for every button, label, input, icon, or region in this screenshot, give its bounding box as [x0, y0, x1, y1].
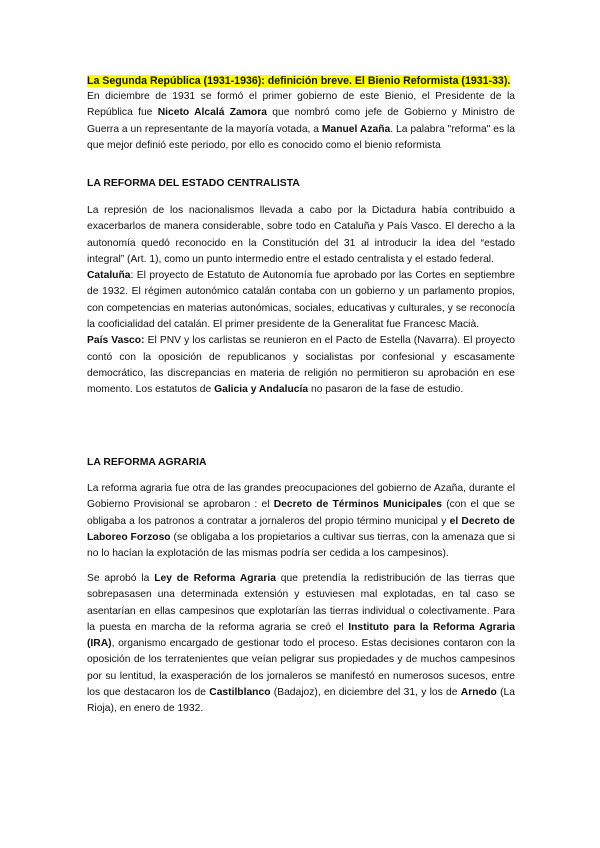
agraria-text-3: (se obligaba a los propietarios a cultivar sus tierras, con la amenaza que si no lo hacían la explotación de las mismas podría ser cedida a los campesinos).	[87, 531, 515, 560]
catalunya-label: Cataluña	[87, 270, 131, 282]
ley-text-1: Se aprobó la	[87, 573, 155, 584]
section2-paragraph-2	[87, 571, 515, 718]
catalunya-text: : El proyecto de Estatuto de Autonomía fue aprobado por las Cortes en septiembre de 1932. El régimen autonómico catalán contaba con un gobierno y un parlamento propios, con competencias en materias autonómicas, sociales, educativas y culturales, y se reconocía la cooficialidad del catalán. El primer presidente de la Generalitat fue Francesc Macià.	[87, 270, 515, 331]
ley-bold-reforma: Ley de Reforma Agraria	[154, 573, 276, 584]
intro-text-3: . La palabra "reforma" es la que mejor definió este periodo, por ello es conocido como el bienio reformista	[87, 123, 516, 151]
paisvasco-label: País Vasco:	[87, 335, 145, 347]
section-heading-estado-centralista: LA REFORMA DEL ESTADO CENTRALISTA	[87, 178, 300, 189]
agraria-bold-terminos: Decreto de Términos Municipales	[273, 499, 443, 511]
ley-text-5: (La Rioja), en enero de 1932.	[87, 687, 515, 715]
section2-paragraph-1	[87, 481, 515, 562]
paisvasco-bold-galicia: Galicia y Andalucía	[214, 384, 309, 396]
agraria-text-2: (con el que se obligaba a los patronos a contratar a jornaleros del propio término municipal y	[87, 499, 515, 527]
ley-bold-ira: Instituto para la Reforma Agraria (IRA)	[87, 621, 515, 650]
intro-text-1: En diciembre de 1931 se formó el primer gobierno de este Bienio, el Presidente de la República fue	[87, 91, 515, 119]
paisvasco-text-2: no pasaron de la fase de estudio.	[308, 384, 464, 396]
ley-bold-castilblanco: Castilblanco	[209, 687, 271, 699]
intro-bold-president: Niceto Alcalá Zamora	[157, 107, 267, 119]
highlighted-title: La Segunda República (1931-1936): definición breve. El Bienio Reformista (1931-33).	[87, 75, 511, 87]
ley-text-2: que pretendía la redistribución de las tierras que sobrepasasen una determinada extensión y estuviesen mal explotadas, en tal caso se asentarían en ellas campesinos que explotarían las tierras individual o colectivamente. Para la puesta en marcha de la reforma agraria se creó el	[87, 573, 516, 633]
ley-bold-arnedo: Arnedo	[460, 687, 497, 699]
section1-text: La represión de los nacionalismos llevada a cabo por la Dictadura había contribuido a exacerbarlos de manera considerable, sobre todo en Cataluña y País Vasco. El derecho a la autonomía quedó reconocido en la Constitución del 31 al introducir la idea del “estado integral” (Art. 1), como un punto intermedio entre el estado centralista y el estado federal.	[87, 205, 515, 265]
agraria-text-1: La reforma agraria fue otra de las grandes preocupaciones del gobierno de Azaña, durante el Gobierno Provisional se aprobaron : el	[87, 483, 515, 511]
agraria-bold-laboreo: el Decreto de Laboreo Forzoso	[87, 515, 516, 543]
intro-bold-azana: Manuel Azaña	[321, 123, 391, 135]
section1-paragraph	[87, 203, 515, 399]
intro-text-2: que nombró como jefe de Gobierno y Ministro de Guerra a un representante de la mayoría votada, a	[87, 107, 515, 135]
section-heading-reforma-agraria: LA REFORMA AGRARIA	[87, 457, 207, 468]
intro-paragraph	[87, 89, 515, 154]
ley-text-4: (Badajoz), en diciembre del 31, y los de	[270, 687, 461, 699]
ley-text-3: , organismo encargado de gestionar todo el proceso. Estas decisiones contaron con la oposición de los terratenientes que veían peligrar sus propiedades y de muchos campesinos por su lentitud, la exasperación de los jornaleros se manifestó en numerosos sucesos, entre los que destacaron los de	[87, 638, 515, 699]
paisvasco-text-1: El PNV y los carlistas se reunieron en el Pacto de Estella (Navarra). El proyecto contó con la oposición de republicanos y socialistas por confesional y escasamente democrático, las discrepancias en materia de religión no permitieron su aprobación en ese momento. Los estatutos de	[87, 335, 516, 396]
document-title	[87, 73, 515, 89]
